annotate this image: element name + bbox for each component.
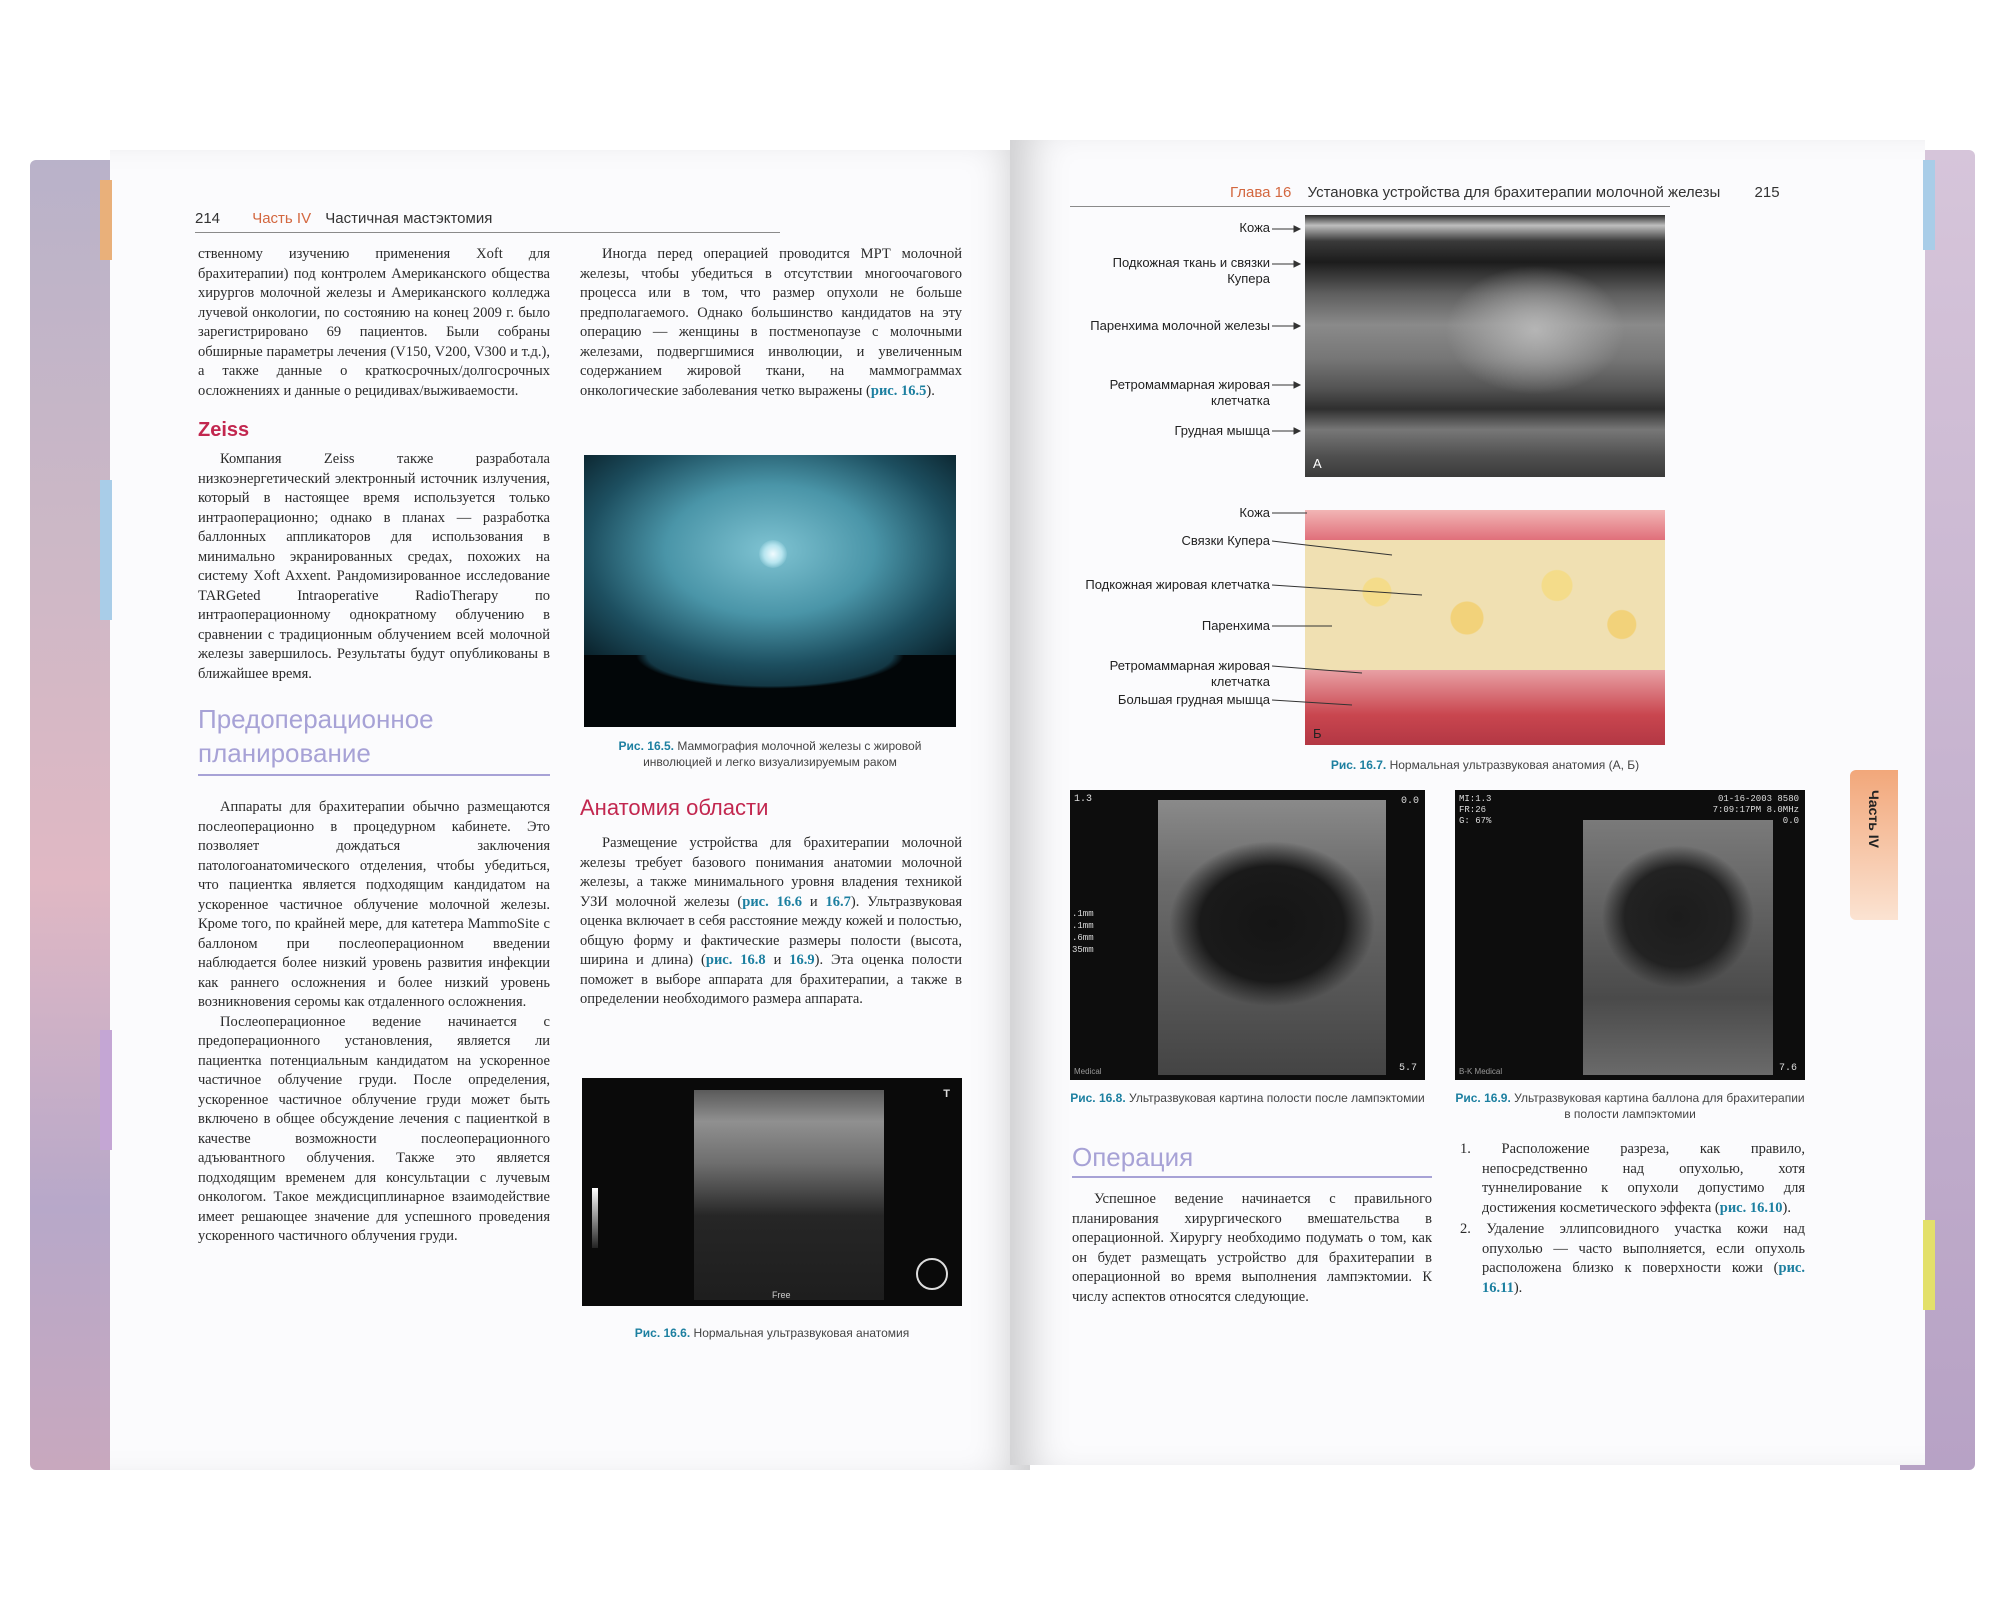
operation-text (1072, 1190, 1432, 1307)
ultrasound-marker: T (943, 1088, 950, 1100)
label-arrows (1272, 220, 1302, 450)
page-edge-tab (1923, 1220, 1935, 1310)
chapter-label: Глава 16 (1230, 184, 1292, 201)
left-page (110, 150, 1030, 1470)
paragraph: Послеоперационное ведение начинается с предоперационного установления, является ли пациентка потенциальным кандидатом на ускоренное частичное облучение груди. После определения, ускоренное частичное облучение груди может быть включено в общее обсуждение лечения с пациенткой в качестве возможности послеоперационного адъювантного облучения. Также это является подходящим временем для консультации с лучевым онкологом. Такое междисциплинарное взаимодействие имеет решающее значение для успешного проведения ускоренного частичного облучения груди. (198, 1013, 550, 1244)
page-number: 215 (1754, 184, 1780, 201)
part-label: Часть IV (252, 210, 312, 227)
chapter-title: Установка устройства для брахитерапии молочной железы (1307, 184, 1721, 201)
figure-caption-16-7: Рис. 16.7. Нормальная ультразвуковая анатомия (А, Б) (1330, 758, 1640, 772)
left-column-2 (580, 245, 962, 401)
measurement-readout: .1mm .1mm .6mm 35mm (1072, 909, 1094, 955)
anatomy-label: Подкожная ткань и связки Купера (1112, 255, 1270, 286)
anatomy-text (580, 834, 962, 1010)
ultrasound-label: Free (772, 1290, 791, 1300)
anatomy-label: Подкожная жировая клетчатка (1085, 577, 1270, 592)
heading-anatomy: Анатомия области (580, 795, 769, 820)
heading-line: планирование (198, 738, 371, 768)
figure-reference[interactable]: рис. 16.10 (1719, 1199, 1783, 1216)
paragraph: Аппараты для брахитерапии обычно размещаются послеоперационно в процедурном кабинете. Это позволяет дождаться заключения патологоанатомического отделения, чтобы убедиться, что пациентка является подходящим кандидатом на ускоренное частичное облучение молочной железы. Кроме того, по крайней мере, для катетера MammoSite с баллоном при послеоперационном введении наблюдается более низкий уровень развития инфекции как раннего осложнения и более низкий уровень возникновения серомы как отдаленного осложнения. (198, 799, 550, 1010)
anatomy-label: Связки Купера (1181, 533, 1270, 548)
anatomy-label: Грудная мышца (1174, 423, 1270, 438)
ultrasound-image-16-6 (582, 1078, 962, 1306)
page-number: 214 (195, 210, 221, 227)
anatomy-label: Кожа (1239, 505, 1270, 520)
heading-underline (198, 774, 550, 776)
anatomy-label: Паренхима молочной железы (1090, 318, 1270, 333)
scanner-timestamp: 01-16-2003 8580 7:09:17PM 8.0MHz 0.0 (1712, 794, 1799, 826)
paragraph: Иногда перед операцией проводится МРТ молочной железы, чтобы убедиться в отсутствии многоочагового процесса или в том, что размер опухоли не больше предполагаемого. Однако большинство кандидатов на эту операцию — женщины в постменопаузе с молочными железами, подвергшимися инволюции, и увеличенным содержанием жировой ткани, на маммограммах онкологические заболевания четко выражены (рис. 16.5). (580, 246, 962, 399)
figure-reference[interactable]: 16.9 (789, 952, 815, 968)
figure-caption-16-8: Рис. 16.8. Ультразвуковая картина полости после лампэктомии (1070, 1091, 1425, 1105)
left-column-1 (198, 245, 550, 1247)
heading-planning (198, 702, 550, 770)
heading-line: Предоперационное (198, 704, 434, 734)
label-arrows (1272, 505, 1472, 735)
figure-reference[interactable]: рис. 16.11 (1482, 1260, 1805, 1296)
header-rule (1070, 206, 1670, 207)
anatomy-label: Большая грудная мышца (1117, 692, 1270, 707)
tumor-spot (759, 540, 787, 568)
anatomy-label: Паренхима (1201, 618, 1270, 633)
anatomy-label: Ретромаммарная жировая клетчатка (1109, 658, 1270, 689)
panel-letter: А (1313, 456, 1322, 471)
ultrasound-image-16-7a (1305, 215, 1665, 477)
header-rule (195, 232, 780, 233)
side-tab-part: Часть IV (1850, 770, 1898, 920)
list-item: 1. Расположение разреза, как правило, непосредственно над опухолью, хотя туннелирование к опухоли допустимо для достижения косметического эффекта (рис. 16.10). (1460, 1141, 1805, 1216)
figure-reference[interactable]: рис. 16.8 (705, 952, 766, 968)
anatomy-label: Ретромаммарная жировая клетчатка (1109, 377, 1270, 408)
ultrasound-image-16-8: 1.3 0.0 .1mm .1mm .6mm 35mm 5.7 Medical (1070, 790, 1425, 1080)
heading-underline (1072, 1176, 1432, 1178)
list-item: 2. Удаление эллипсовидного участка кожи над опухолью — часто выполняется, если опухоль расположена близко к поверхности кожи (рис. 16.11). (1460, 1221, 1805, 1296)
figure-reference[interactable]: рис. 16.5 (870, 382, 927, 399)
open-book (30, 130, 1975, 1475)
figure-caption-16-6: Рис. 16.6. Нормальная ультразвуковая анатомия (634, 1326, 910, 1340)
paragraph: Компания Zeiss также разработала низкоэнергетический электронный источник излучения, который в настоящее время используется только интраоперационно; однако в планах — разработка баллонных аппликаторов для использования в минимально экранированных средах, похожих на систему Xoft Axxent. Рандомизированное исследование TARGeted Intraoperative RadioTherapy по интраоперационному однократному облучению в сравнении с традиционным облучением всей молочной железы завершилось. Результаты будут опубликованы в ближайшее время. (198, 451, 550, 682)
paragraph: Успешное ведение начинается с правильного планирования хирургического вмешательства в операционной. Хирургу необходимо подумать о том, как он будет размещать устройство для брахитерапии в операционной во время выполнения лампэктомии. К числу аспектов относятся следующие. (1072, 1191, 1432, 1305)
figure-caption-16-9: Рис. 16.9. Ультразвуковая картина баллона для брахитерапии в полости лампэктомии (1455, 1091, 1805, 1121)
heading-operation: Операция (1072, 1142, 1194, 1172)
probe-icon (916, 1258, 948, 1290)
panel-letter: Б (1313, 726, 1322, 741)
ultrasound-image-16-9: MI:1.3 FR:26 G: 67% 01-16-2003 8580 7:09:17PM 8.0MHz 0.0 7.6 B-K Medical (1455, 790, 1805, 1080)
paragraph: ственному изучению применения Xoft для брахитерапии) под контролем Американского общества хирургов молочной железы и Американского колледжа лучевой онкологии, по состоянию на конец 2009 г. было зарегистрировано 69 пациентов. Были собраны обширные параметры лечения (V150, V200, V300 и т.д.), а также данные о краткосрочных/долгосрочных осложнениях и данные о рецидивах/выживаемости. (198, 246, 550, 399)
figure-reference[interactable]: рис. 16.6 (742, 893, 802, 910)
figure-reference[interactable]: 16.7 (825, 893, 851, 910)
operation-list (1460, 1140, 1805, 1300)
scanner-settings: MI:1.3 FR:26 G: 67% (1459, 794, 1492, 826)
figure-caption-16-5: Рис. 16.5. Маммография молочной железы с жировой инволюцией и легко визуализируемым раком (618, 739, 922, 769)
heading-zeiss: Zeiss (198, 419, 250, 441)
anatomy-label: Кожа (1239, 220, 1270, 235)
right-page (1010, 140, 1925, 1465)
section-title: Частичная мастэктомия (325, 210, 493, 227)
mammogram-image (584, 455, 956, 727)
running-header-right (1230, 184, 1780, 201)
paragraph: Размещение устройства для брахитерапии молочной железы требует базового понимания анатомии молочной железы, а также минимального уровня владения техникой УЗИ молочной железы (рис. 16.6 и 16.7). Ультразвуковая оценка включает в себя расстояние между кожей и полостью, общую форму и фактические размеры полости (высота, ширина и длина) (рис. 16.8 и 16.9). Эта оценка полости поможет в выборе аппарата для брахитерапии, а также в определении необходимого размера аппарата. (580, 835, 963, 1007)
page-edge-tab (1923, 160, 1935, 250)
page-edge-tab (100, 480, 112, 620)
page-edge-tab (100, 180, 112, 260)
page-edge-tab (100, 1030, 112, 1150)
running-header-left (195, 210, 492, 227)
